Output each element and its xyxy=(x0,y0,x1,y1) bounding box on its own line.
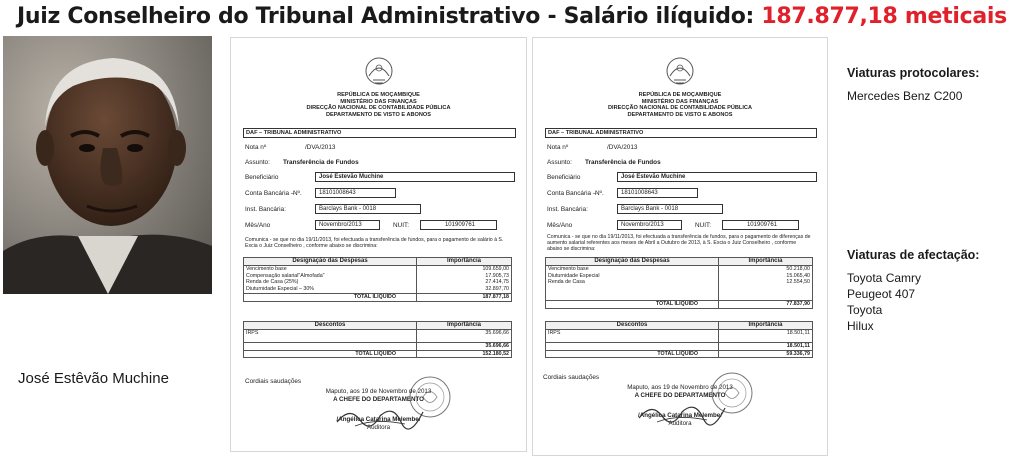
nuit-label: NUIT: xyxy=(695,222,711,229)
beneficiario-label: Beneficiário xyxy=(547,174,581,181)
table-row xyxy=(546,329,813,342)
beneficiario-field: José Estevão Muchine xyxy=(315,172,515,182)
total-liquido-row xyxy=(244,350,512,358)
nuit-field: 101909761 xyxy=(722,220,799,230)
total-liquido-label: TOTAL LIQUIDO xyxy=(546,350,719,358)
portrait-caption: José Estêvão Muchine xyxy=(18,370,169,387)
header-line: DIRECÇÃO NACIONAL DE CONTABILIDADE PÚBLICA xyxy=(608,105,752,112)
nota-label: Nota nº xyxy=(245,144,267,151)
table-row xyxy=(546,286,813,301)
descontos-header: Descontos xyxy=(244,322,417,330)
chefe-title: A CHEFE DO DEPARTAMENTO xyxy=(634,392,726,399)
table-row xyxy=(546,273,813,280)
despesa-label: Renda de Casa (25%) xyxy=(244,279,417,286)
nota-label: Nota nº xyxy=(547,144,569,151)
despesa-label: Renda de Casa xyxy=(546,279,719,286)
designacao-header: Designação das Despesas xyxy=(244,258,417,266)
banco-field: Barclays Bank - 0018 xyxy=(315,204,421,214)
descontos-table xyxy=(243,321,512,358)
despesas-table xyxy=(545,257,813,309)
subtotal-descontos: 35.696,66 xyxy=(417,342,512,350)
header-line: DEPARTAMENTO DE VISTO E ABONOS xyxy=(627,111,733,118)
despesa-value: 17.905,73 xyxy=(417,273,512,280)
beneficiario-field: José Estevão Muchine xyxy=(617,172,817,182)
conta-field: 18101008643 xyxy=(617,188,698,198)
no-label: Nº. xyxy=(293,190,302,197)
assunto-value: Transferência de Fundos xyxy=(283,159,359,166)
table-row xyxy=(546,342,813,350)
despesa-label: Vencimento base xyxy=(244,265,417,272)
table-row xyxy=(244,273,512,280)
conta-label: Conta Bancária – xyxy=(547,190,597,197)
despesa-value: 32.897,70 xyxy=(417,286,512,293)
importancia-header: Importância xyxy=(719,322,813,330)
importancia-header: Importância xyxy=(417,258,512,266)
total-iliquido-label: TOTAL ILIQUIDO xyxy=(244,293,417,301)
mes-field: Novembro/2013 xyxy=(617,220,682,230)
despesa-value: 109.659,00 xyxy=(417,265,512,272)
signatory-role: Auditora xyxy=(668,420,692,427)
portrait-illustration xyxy=(3,36,212,294)
despesa-value: 12.554,50 xyxy=(719,279,813,286)
table-row xyxy=(244,342,512,350)
despesa-label: Vencimento base xyxy=(546,265,719,272)
afectacao-item: Toyota xyxy=(847,303,883,317)
afectacao-item: Peugeot 407 xyxy=(847,287,916,301)
total-liquido-row xyxy=(546,350,813,358)
department-bar: DAF – TRIBUNAL ADMINISTRATIVO xyxy=(243,128,516,138)
date-location: Maputo, aos 19 de Novembro de 2013 xyxy=(627,384,733,391)
despesa-value: 50.218,00 xyxy=(719,265,813,272)
despesa-label: Diuturnidade Especial – 30% xyxy=(244,286,417,293)
designacao-header: Designação das Despesas xyxy=(546,258,719,266)
signatory-name: /Angélica Catarina Melembe/ xyxy=(638,412,722,419)
department-bar: DAF – TRIBUNAL ADMINISTRATIVO xyxy=(545,128,817,138)
table-row xyxy=(244,279,512,286)
beneficiario-label: Beneficiário xyxy=(245,174,279,181)
total-iliquido-row xyxy=(244,293,512,301)
document-header xyxy=(231,92,526,118)
document-left xyxy=(231,38,526,451)
mozambique-emblem-icon xyxy=(362,54,396,88)
cordiais-text: Cordiais saudações xyxy=(245,378,302,385)
inst-label: Inst. Bancária: xyxy=(547,206,588,213)
afectacao-title: Viaturas de afectação: xyxy=(847,248,980,262)
header-line: DIRECÇÃO NACIONAL DE CONTABILIDADE PÚBLICA xyxy=(306,105,451,112)
afectacao-item: Hilux xyxy=(847,319,874,333)
despesa-value: 27.414,75 xyxy=(417,279,512,286)
header-line: MINISTÉRIO DAS FINANÇAS xyxy=(641,98,719,105)
comunica-text: Comunica - se que no dia 19/11/2013, foi efectuada a transferência de fundos, para o pagamento de diferenças de aumento salarial referentes aos meses de Abril a Outubro de 2013, à S. Excia o Juiz Conselheiro , conforme abaixo se discrimina: xyxy=(547,234,811,253)
total-liquido-value: 59.336,79 xyxy=(719,350,813,358)
nuit-label: NUIT: xyxy=(393,222,409,229)
chefe-title: A CHEFE DO DEPARTAMENTO xyxy=(333,396,424,403)
desconto-value: 18.501,11 xyxy=(719,329,813,342)
total-iliquido-row xyxy=(546,301,813,309)
banco-field: Barclays Bank - 0018 xyxy=(617,204,723,214)
nota-value: /DVA/2013 xyxy=(305,144,336,151)
conta-label: Conta Bancária – xyxy=(245,190,295,197)
total-liquido-value: 152.180,52 xyxy=(417,350,512,358)
mes-label: Mês/Ano xyxy=(547,222,573,229)
despesas-table xyxy=(243,257,512,302)
total-iliquido-value: 187.877,18 xyxy=(417,293,512,301)
page-headline xyxy=(0,4,1024,29)
protocolares-item: Mercedes Benz C200 xyxy=(847,89,963,103)
header-line: MINISTÉRIO DAS FINANÇAS xyxy=(340,98,417,105)
date-location: Maputo, aos 19 de Novembro de 2013 xyxy=(325,388,432,395)
importancia-header: Importância xyxy=(719,258,813,266)
desconto-label: IRPS xyxy=(546,329,719,342)
desconto-value: 35.696,66 xyxy=(417,329,512,342)
descontos-table xyxy=(545,321,813,358)
mes-field: Novembro/2013 xyxy=(315,220,380,230)
desconto-label: IRPS xyxy=(244,329,417,342)
assunto-label: Assunto: xyxy=(245,159,270,166)
despesa-label: Compensação salarial"Almofada" xyxy=(244,273,417,280)
cordiais-text: Cordiais saudações xyxy=(543,374,600,381)
headline-amount: 187.877,18 meticais xyxy=(761,4,1007,29)
protocolares-title: Viaturas protocolares: xyxy=(847,66,980,80)
headline-text: Juiz Conselheiro do Tribunal Administrativo - Salário ilíquido: xyxy=(17,4,762,29)
header-line: DEPARTAMENTO DE VISTO E ABONOS xyxy=(325,111,432,118)
importancia-header: Importância xyxy=(417,322,512,330)
signatory-role: Auditora xyxy=(366,424,391,431)
header-line: REPÚBLICA DE MOÇAMBIQUE xyxy=(638,92,722,98)
table-row xyxy=(244,329,512,342)
total-liquido-label: TOTAL LIQUIDO xyxy=(244,350,417,358)
despesa-value: 15.065,40 xyxy=(719,273,813,280)
header-line: REPÚBLICA DE MOÇAMBIQUE xyxy=(337,92,420,98)
table-row xyxy=(546,279,813,286)
comunica-text: Comunica - se que no dia 19/11/2013, foi efectuada a transferência de fundos, para o pagamento de salário à S. Excia o Juiz Conselheiro , conforme abaixo se discrimina: xyxy=(245,237,504,250)
afectacao-item: Toyota Camry xyxy=(847,271,922,285)
no-label: Nº. xyxy=(595,190,604,197)
mes-label: Mês/Ano xyxy=(245,222,271,229)
total-iliquido-value: 77.837,90 xyxy=(719,301,813,309)
signature-scribble-icon xyxy=(335,402,425,430)
document-header xyxy=(533,92,827,118)
signatory-name: /Angélica Catarina Melembe/ xyxy=(336,416,421,423)
nuit-field: 101909761 xyxy=(420,220,497,230)
nota-value: /DVA/2013 xyxy=(607,144,638,151)
signature-scribble-icon xyxy=(637,398,727,426)
assunto-label: Assunto: xyxy=(547,159,572,166)
descontos-header: Descontos xyxy=(546,322,719,330)
portrait-photo xyxy=(3,36,212,294)
table-row xyxy=(244,286,512,293)
assunto-value: Transferência de Fundos xyxy=(585,159,661,166)
conta-field: 18101008643 xyxy=(315,188,396,198)
total-iliquido-label: TOTAL ILIQUIDO xyxy=(546,301,719,309)
table-row xyxy=(244,265,512,272)
inst-label: Inst. Bancária: xyxy=(245,206,286,213)
mozambique-emblem-icon xyxy=(663,54,697,88)
document-right xyxy=(533,38,827,455)
subtotal-descontos: 18.501,11 xyxy=(719,342,813,350)
table-row xyxy=(546,265,813,272)
despesa-label: Diuturnidade Especial xyxy=(546,273,719,280)
